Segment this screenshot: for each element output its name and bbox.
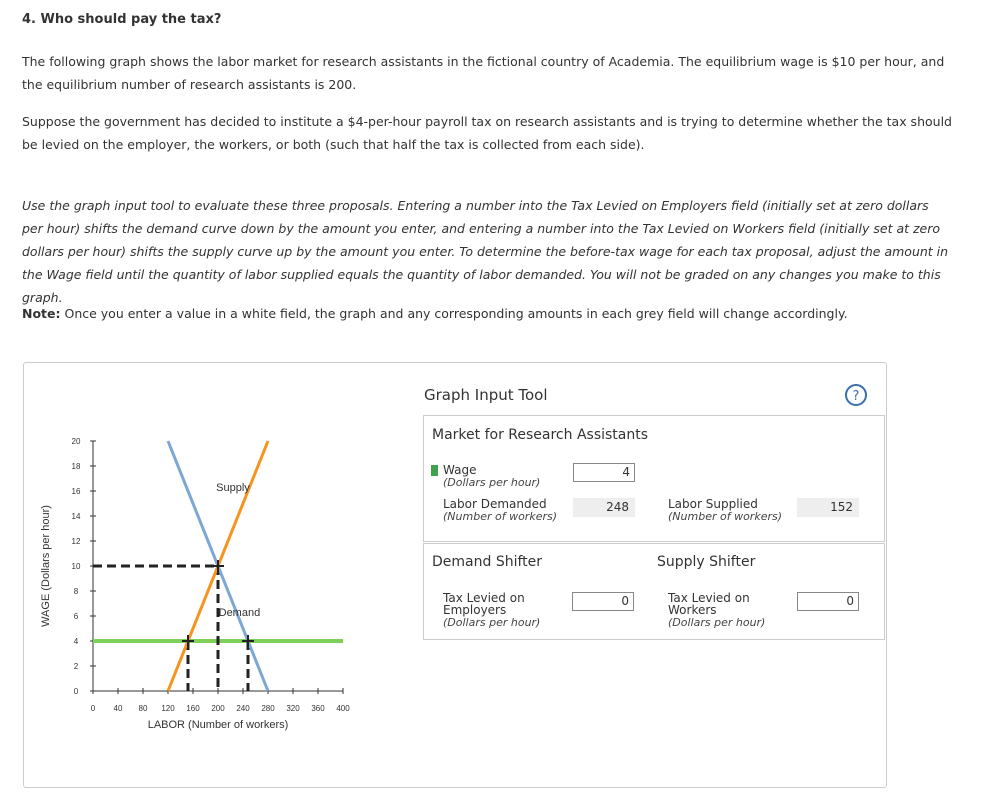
intro-paragraph: The following graph shows the labor market for research assistants in the fictional country of Academia. The equilibrium wage is $10 per hour, and the equilibrium number of research assistants is 200. xyxy=(22,54,945,92)
note-paragraph xyxy=(22,302,952,325)
note-label: Note: xyxy=(22,306,61,321)
x-tick-label: 400 xyxy=(336,704,350,713)
labor-supplied-value: 152 xyxy=(797,498,859,517)
employer-tax-input[interactable]: 0 xyxy=(572,592,634,611)
labor-market-graph[interactable] xyxy=(24,420,384,750)
y-tick-label: 4 xyxy=(73,637,79,646)
worker-tax-units: (Dollars per hour) xyxy=(668,616,766,629)
y-tick-label: 12 xyxy=(71,537,81,546)
x-tick-label: 80 xyxy=(138,704,148,713)
labor-supplied-label: Labor Supplied xyxy=(668,497,758,511)
x-tick-label: 200 xyxy=(211,704,225,713)
x-tick-label: 40 xyxy=(113,704,123,713)
y-tick-label: 8 xyxy=(73,587,79,596)
x-tick-label: 0 xyxy=(90,704,96,713)
x-axis-label: LABOR (Number of workers) xyxy=(147,719,289,731)
y-tick-label: 6 xyxy=(73,612,79,621)
axes xyxy=(72,437,351,713)
x-tick-label: 120 xyxy=(161,704,175,713)
question-title: 4. Who should pay the tax? xyxy=(22,12,222,27)
y-tick-label: 10 xyxy=(71,562,81,571)
supply-shifter-title: Supply Shifter xyxy=(657,554,756,570)
wage-input[interactable]: 4 xyxy=(573,463,635,482)
wage-label: Wage xyxy=(443,463,477,477)
tool-title: Graph Input Tool xyxy=(424,386,548,404)
y-tick-label: 16 xyxy=(71,487,81,496)
help-icon[interactable]: ? xyxy=(845,384,867,406)
x-tick-label: 280 xyxy=(261,704,275,713)
demand-shifter-title: Demand Shifter xyxy=(432,554,543,570)
market-title: Market for Research Assistants xyxy=(432,427,649,443)
wage-units: (Dollars per hour) xyxy=(443,476,541,489)
x-tick-label: 360 xyxy=(311,704,325,713)
labor-supplied-units: (Number of workers) xyxy=(668,510,783,523)
x-tick-label: 240 xyxy=(236,704,250,713)
supply-curve-label: Supply xyxy=(216,482,250,494)
employer-tax-units: (Dollars per hour) xyxy=(443,616,541,629)
worker-tax-input[interactable]: 0 xyxy=(797,592,859,611)
y-axis-label: WAGE (Dollars per hour) xyxy=(40,505,52,627)
employer-tax-label-line2: Employers xyxy=(443,603,507,617)
y-tick-label: 18 xyxy=(71,462,81,471)
proposal-paragraph: Suppose the government has decided to institute a $4-per-hour payroll tax on research assistants and is trying to determine whether the tax should be levied on the employer, the workers, or both (such that half the tax is collected from each side). xyxy=(22,114,952,152)
labor-demanded-label: Labor Demanded xyxy=(443,497,547,511)
y-tick-label: 2 xyxy=(73,662,79,671)
x-tick-label: 320 xyxy=(286,704,300,713)
note-text: Once you enter a value in a white field, the graph and any corresponding amounts in each grey field will change accordingly. xyxy=(60,306,848,321)
labor-demanded-units: (Number of workers) xyxy=(443,510,558,523)
x-tick-label: 160 xyxy=(186,704,200,713)
wage-marker-icon xyxy=(431,465,438,476)
employer-tax-label-line1: Tax Levied on xyxy=(443,591,525,605)
labor-demanded-value: 248 xyxy=(573,498,635,517)
instructions-paragraph: Use the graph input tool to evaluate these three proposals. Entering a number into the Tax Levied on Employers field (initially set at zero dollars per hour) shifts the demand curve down by the amount you enter, and entering a number into the Tax Levied on Workers field (initially set at zero dollars per hour) shifts the supply curve up by the amount you enter. To determine the before-tax wage for each tax proposal, adjust the amount in the Wage field until the quantity of labor supplied equals the quantity of labor demanded. You will not be graded on any changes you make to this graph. xyxy=(22,198,949,305)
y-tick-label: 14 xyxy=(71,512,81,521)
worker-tax-label-line2: Workers xyxy=(668,603,717,617)
y-tick-label: 20 xyxy=(71,437,81,446)
y-tick-label: 0 xyxy=(73,687,79,696)
worker-tax-label-line1: Tax Levied on xyxy=(668,591,750,605)
demand-curve-label: Demand xyxy=(218,607,261,619)
